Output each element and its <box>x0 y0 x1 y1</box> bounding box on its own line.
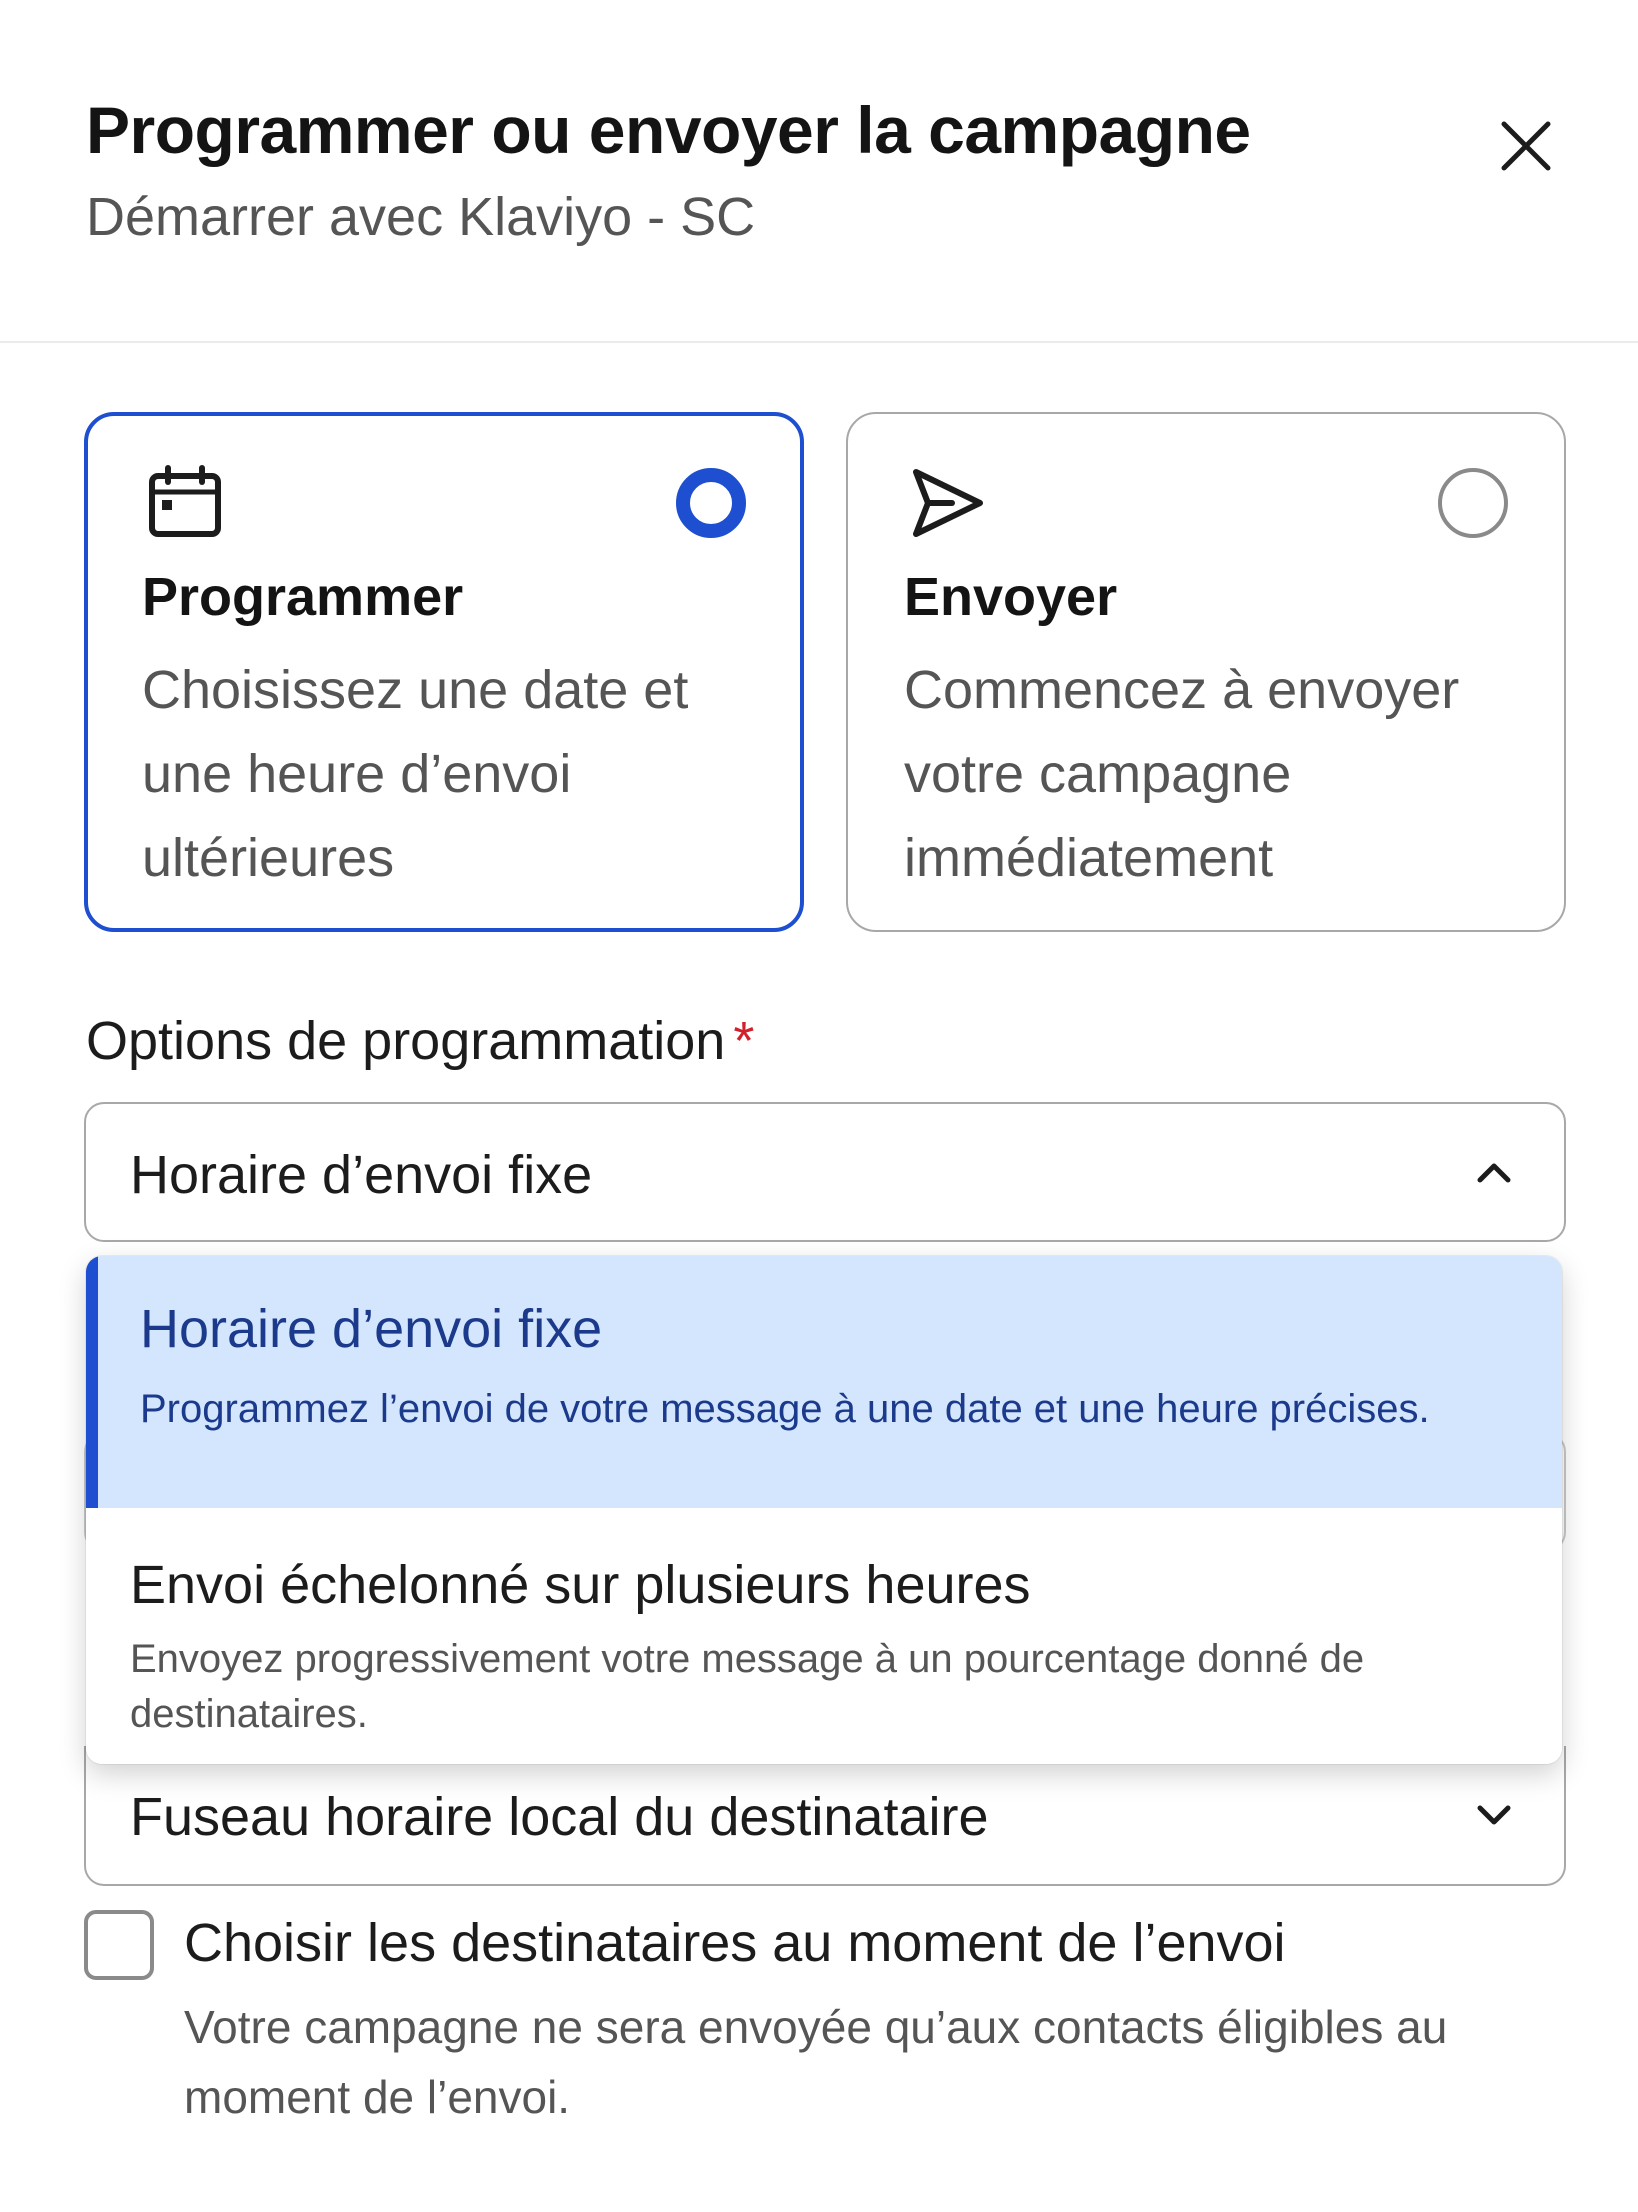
option-description: Commencez à envoyer votre campagne immédiatement <box>904 660 1460 888</box>
dropdown-option-title: Envoi échelonné sur plusieurs heures <box>130 1555 1031 1615</box>
chevron-down-icon <box>1474 1794 1514 1834</box>
required-asterisk: * <box>733 1011 755 1071</box>
close-button[interactable] <box>1496 116 1556 176</box>
schedule-options-select[interactable] <box>84 1102 1566 1242</box>
radio-unselected[interactable] <box>1438 468 1508 538</box>
dropdown-option-fixed[interactable] <box>86 1256 1562 1508</box>
recipients-checkbox-help: Votre campagne ne sera envoyée qu’aux contacts éligibles au moment de l’envoi. <box>184 2001 1448 2123</box>
calendar-icon <box>146 464 224 542</box>
option-description: Choisissez une date et une heure d’envoi ultérieures <box>142 660 689 888</box>
timezone-select[interactable] <box>84 1746 1566 1886</box>
option-card-schedule[interactable] <box>84 412 804 932</box>
dropdown-option-staggered[interactable] <box>86 1508 1562 1764</box>
dropdown-option-description: Envoyez progressivement votre message à un pourcentage donné de destinataires. <box>130 1637 1365 1736</box>
dropdown-option-description: Programmez l’envoi de votre message à une date et une heure précises. <box>140 1387 1430 1431</box>
modal-title: Programmer ou envoyer la campagne <box>86 93 1251 167</box>
chevron-up-icon <box>1474 1152 1514 1192</box>
select-value: Fuseau horaire local du destinataire <box>130 1787 989 1847</box>
recipients-checkbox-label[interactable]: Choisir les destinataires au moment de l’envoi <box>184 1913 1286 1973</box>
send-icon <box>908 464 986 542</box>
schedule-options-label-text: Options de programmation <box>86 1011 726 1071</box>
option-title: Envoyer <box>904 567 1118 627</box>
schedule-options-dropdown <box>86 1256 1562 1764</box>
modal-subtitle: Démarrer avec Klaviyo - SC <box>86 187 756 247</box>
dropdown-option-title: Horaire d’envoi fixe <box>140 1299 603 1359</box>
modal-header <box>0 0 1638 343</box>
option-card-send[interactable] <box>846 412 1566 932</box>
close-icon <box>1496 116 1556 176</box>
schedule-options-label <box>86 1010 754 1072</box>
option-title: Programmer <box>142 567 464 627</box>
recipients-checkbox[interactable] <box>84 1910 154 1980</box>
select-value: Horaire d’envoi fixe <box>130 1145 593 1205</box>
radio-selected[interactable] <box>676 468 746 538</box>
